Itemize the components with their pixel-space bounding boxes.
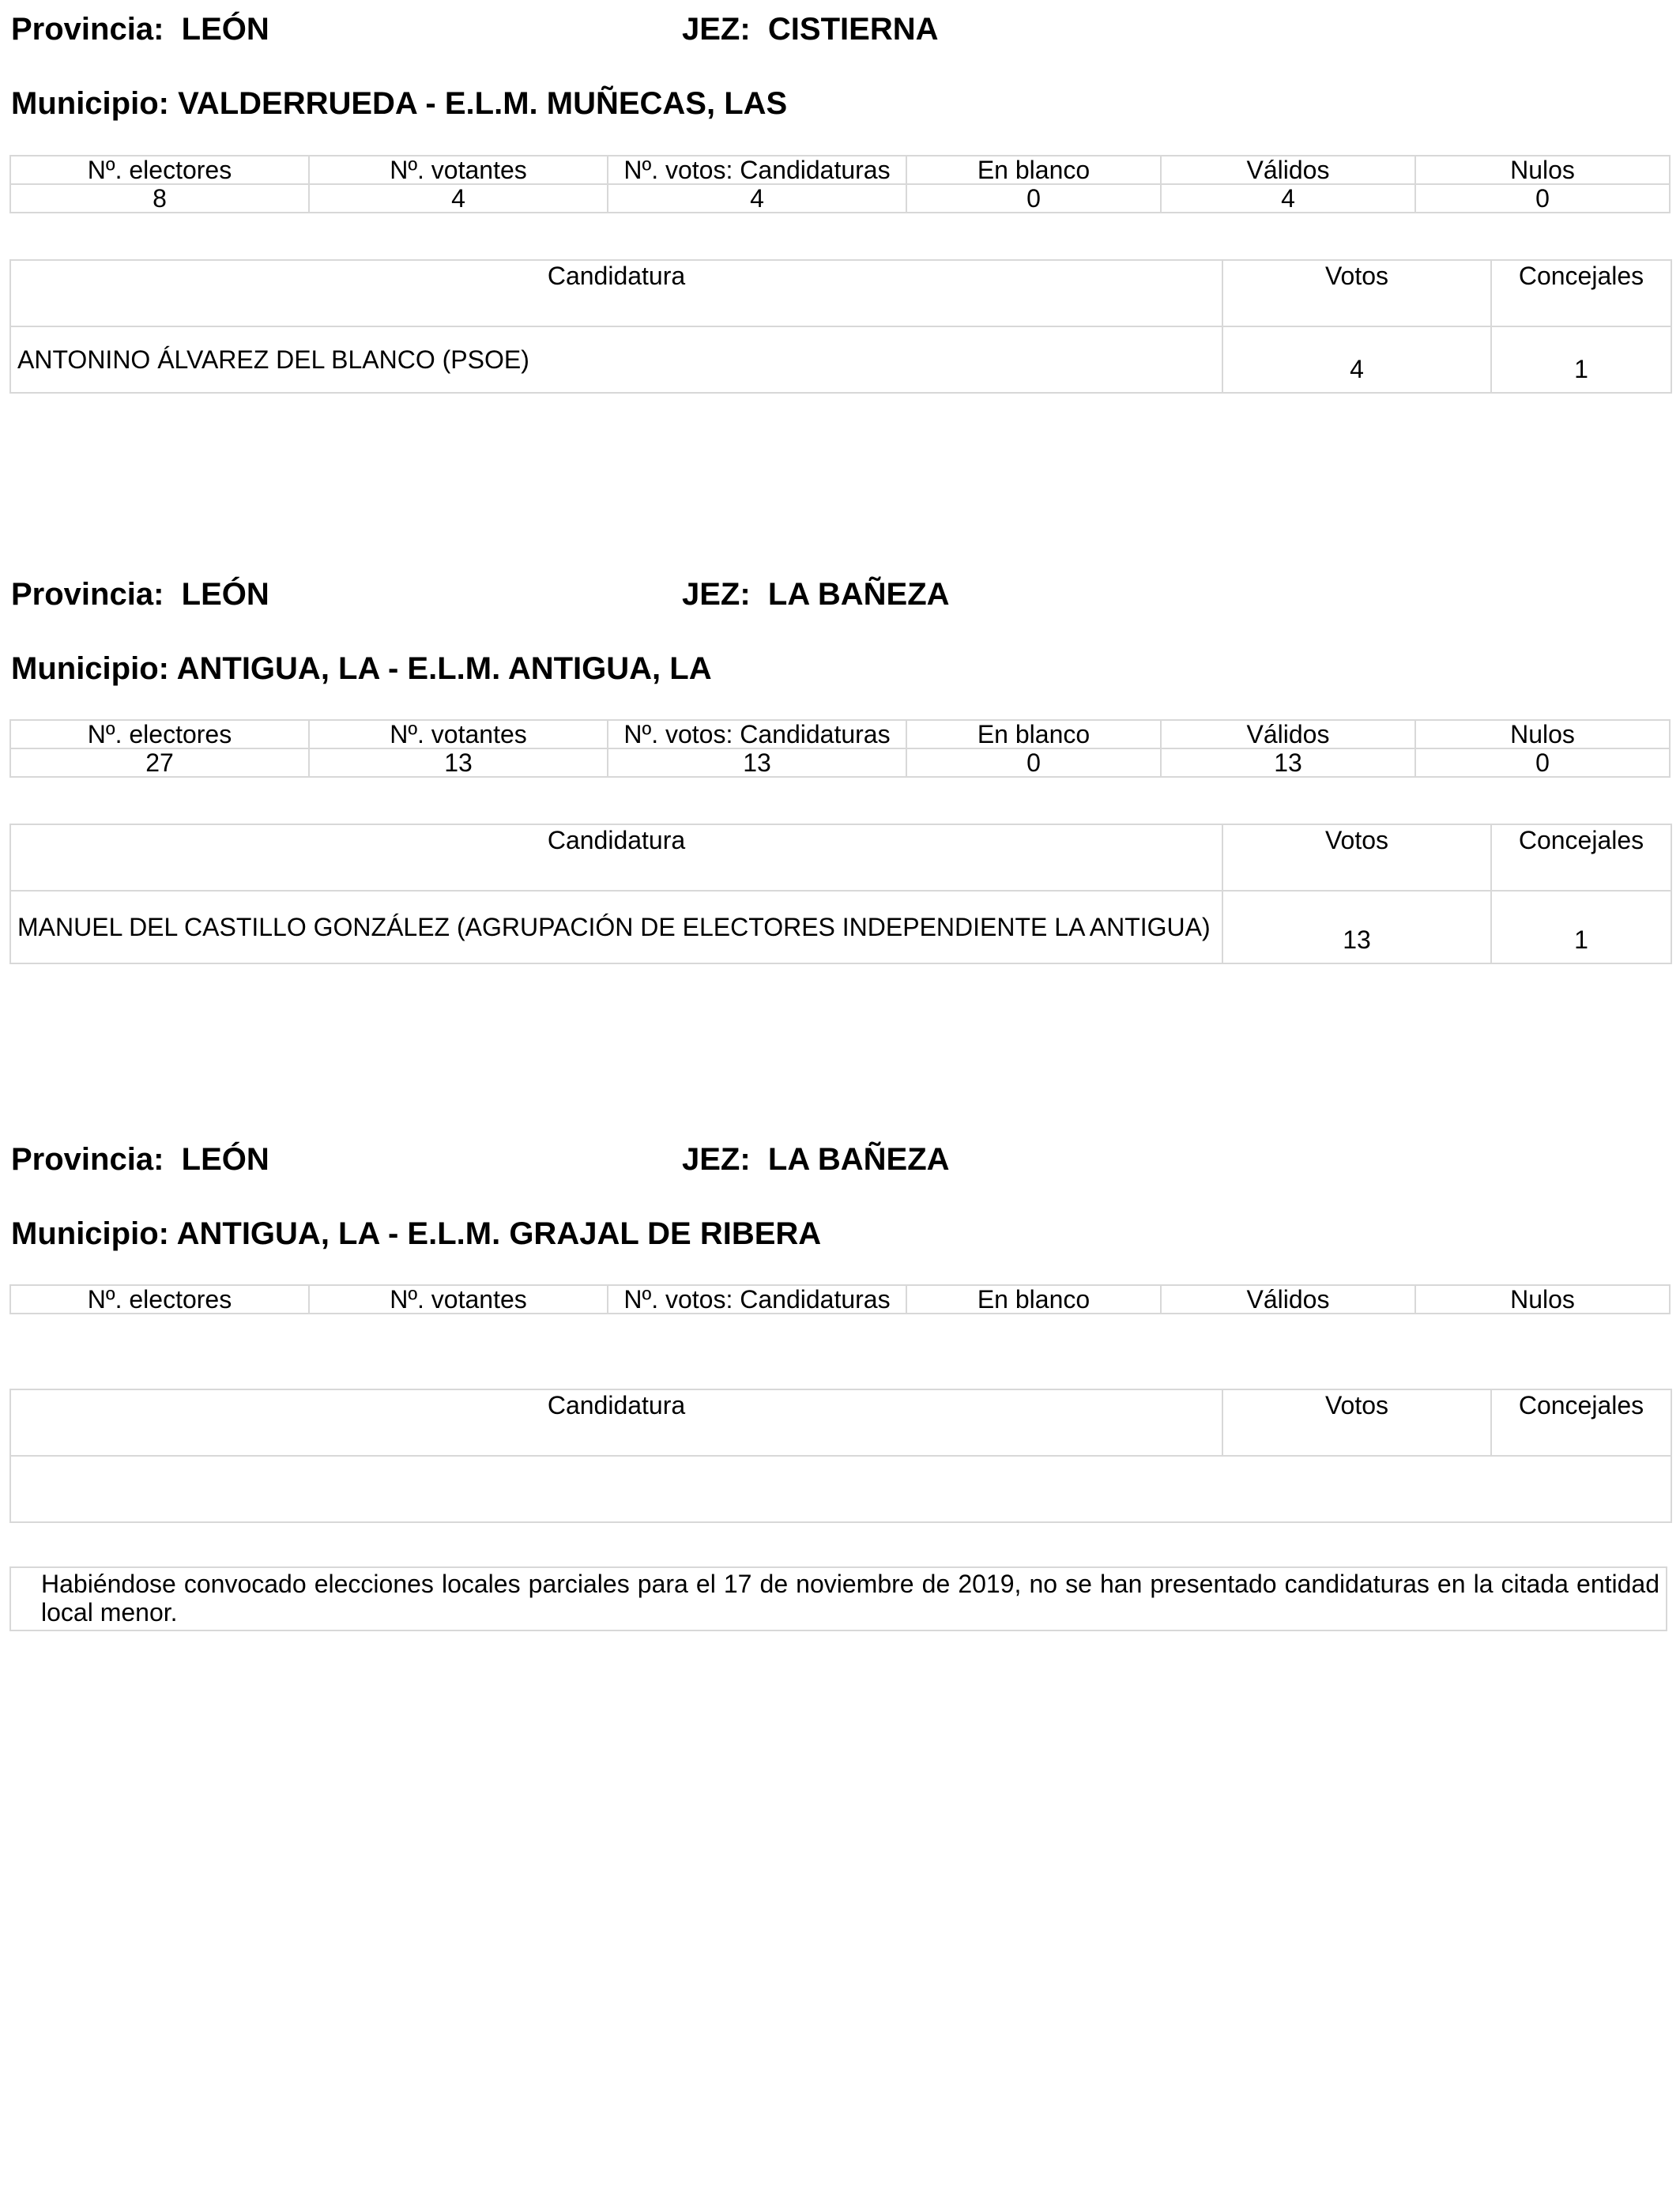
stats-table <box>9 155 1671 213</box>
provincia-value: LEÓN <box>181 577 269 612</box>
cand-header: Candidatura <box>10 260 1222 326</box>
jez-label: JEZ: <box>682 1142 751 1177</box>
stat-header: Nº. electores <box>10 720 309 748</box>
cand-header: Candidatura <box>10 824 1222 891</box>
candidatura-table <box>9 259 1672 394</box>
stat-header: Nº. votos: Candidaturas <box>608 720 906 748</box>
stat-value: 0 <box>906 184 1161 213</box>
provincia-value: LEÓN <box>181 12 269 47</box>
votos-value: 4 <box>1222 326 1491 393</box>
provincia-label: Provincia: <box>11 577 164 612</box>
stat-header: Nº. votantes <box>309 1285 608 1314</box>
cand-header: Candidatura <box>10 1389 1222 1456</box>
stat-header: Nulos <box>1415 1285 1670 1314</box>
stat-header: Nº. electores <box>10 156 309 184</box>
stat-header: En blanco <box>906 720 1161 748</box>
stats-table <box>9 1284 1671 1314</box>
stats-header-row <box>10 1285 1670 1314</box>
municipio-value: ANTIGUA, LA - E.L.M. ANTIGUA, LA <box>176 651 712 686</box>
candidatura-name: ANTONINO ÁLVAREZ DEL BLANCO (PSOE) <box>10 326 1222 393</box>
stat-value: 8 <box>10 184 309 213</box>
stats-value-row <box>10 748 1670 777</box>
stat-header: Nº. votantes <box>309 720 608 748</box>
jez-line <box>682 1142 950 1177</box>
concejales-value: 1 <box>1491 891 1671 963</box>
concejales-header: Concejales <box>1491 824 1671 891</box>
votos-value: 13 <box>1222 891 1491 963</box>
concejales-header: Concejales <box>1491 1389 1671 1456</box>
candidatura-row <box>10 891 1671 963</box>
jez-value: LA BAÑEZA <box>767 577 950 612</box>
stat-value: 0 <box>1415 748 1670 777</box>
votos-header: Votos <box>1222 1389 1491 1456</box>
provincia-value: LEÓN <box>181 1142 269 1177</box>
stat-header: Válidos <box>1161 1285 1415 1314</box>
municipio-label: Municipio: <box>11 651 169 686</box>
jez-line <box>682 12 939 47</box>
stat-header: Válidos <box>1161 156 1415 184</box>
jez-value: CISTIERNA <box>767 12 939 47</box>
stat-header: Nº. votos: Candidaturas <box>608 156 906 184</box>
jez-value: LA BAÑEZA <box>767 1142 950 1177</box>
stat-value: 0 <box>1415 184 1670 213</box>
municipio-value: ANTIGUA, LA - E.L.M. GRAJAL DE RIBERA <box>176 1216 822 1251</box>
candidatura-table <box>9 824 1672 964</box>
candidatura-row <box>10 326 1671 393</box>
jez-label: JEZ: <box>682 577 751 612</box>
stats-header-row <box>10 156 1670 184</box>
provincia-line <box>11 1142 269 1177</box>
stat-header: En blanco <box>906 156 1161 184</box>
jez-label: JEZ: <box>682 12 751 47</box>
candidatura-header-row <box>10 824 1671 891</box>
stat-header: Nulos <box>1415 156 1670 184</box>
candidatura-empty-cell <box>10 1456 1671 1522</box>
stat-value: 13 <box>309 748 608 777</box>
stat-value: 4 <box>309 184 608 213</box>
stat-header: En blanco <box>906 1285 1161 1314</box>
candidatura-header-row <box>10 260 1671 326</box>
stat-value: 4 <box>1161 184 1415 213</box>
stat-value: 4 <box>608 184 906 213</box>
provincia-line <box>11 577 269 612</box>
concejales-header: Concejales <box>1491 260 1671 326</box>
stat-header: Nº. electores <box>10 1285 309 1314</box>
candidatura-header-row <box>10 1389 1671 1456</box>
municipio-line <box>11 86 787 121</box>
stat-value: 13 <box>608 748 906 777</box>
stat-value: 0 <box>906 748 1161 777</box>
concejales-value: 1 <box>1491 326 1671 393</box>
candidatura-empty-row <box>10 1456 1671 1522</box>
stats-table <box>9 719 1671 778</box>
stats-header-row <box>10 720 1670 748</box>
no-candidatures-note: Habiéndose convocado elecciones locales parciales para el 17 de noviembre de 2019, no se han presentado candidaturas en la citada entidad local menor. <box>9 1566 1667 1631</box>
stats-value-row <box>10 184 1670 213</box>
stat-header: Válidos <box>1161 720 1415 748</box>
municipio-label: Municipio: <box>11 1216 169 1251</box>
candidatura-table <box>9 1389 1672 1523</box>
municipio-value: VALDERRUEDA - E.L.M. MUÑECAS, LAS <box>178 86 788 121</box>
jez-line <box>682 577 950 612</box>
votos-header: Votos <box>1222 824 1491 891</box>
stat-header: Nº. votos: Candidaturas <box>608 1285 906 1314</box>
stat-header: Nulos <box>1415 720 1670 748</box>
provincia-line <box>11 12 269 47</box>
stat-header: Nº. votantes <box>309 156 608 184</box>
provincia-label: Provincia: <box>11 1142 164 1177</box>
candidatura-name: MANUEL DEL CASTILLO GONZÁLEZ (AGRUPACIÓN DE ELECTORES INDEPENDIENTE LA ANTIGUA) <box>10 891 1222 963</box>
stat-value: 27 <box>10 748 309 777</box>
municipio-line <box>11 651 712 686</box>
votos-header: Votos <box>1222 260 1491 326</box>
municipio-label: Municipio: <box>11 86 169 121</box>
municipio-line <box>11 1216 821 1251</box>
stat-value: 13 <box>1161 748 1415 777</box>
provincia-label: Provincia: <box>11 12 164 47</box>
